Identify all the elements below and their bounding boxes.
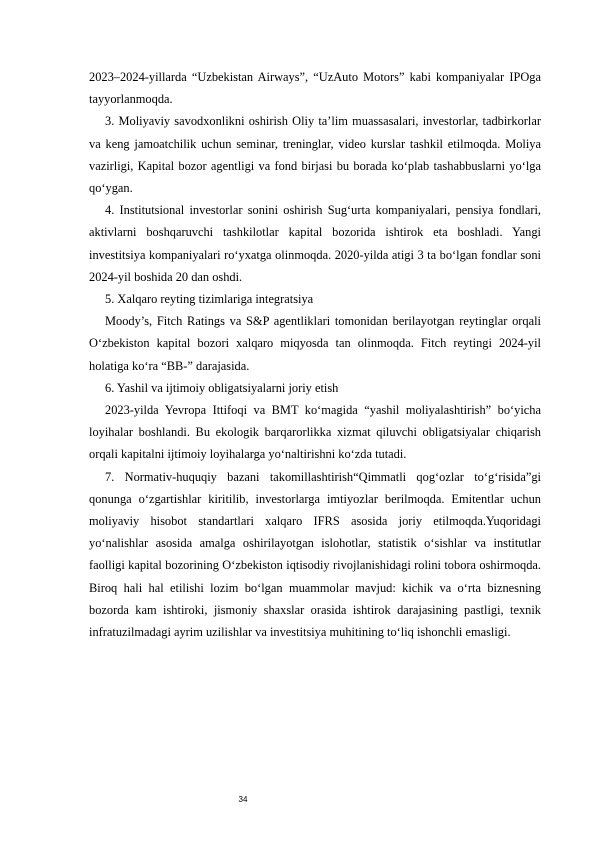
paragraph-institutional-investors: 4. Institutsional investorlar sonini oshirish Sug‘urta kompaniyalari, pensiya fondlari, aktivlarni boshqaruvchi tashkilotlar kapital bozorida ishtirok eta boshladi. Yangi investitsiya kompaniyalari ro‘yxatga olinmoqda. 2020-yilda atigi 3 ta bo‘lgan fondlar soni 2024-yil boshida 20 dan oshdi. — [89, 203, 541, 284]
page-number: 34 — [238, 795, 248, 804]
paragraph-regulatory-framework: 7. Normativ-huquqiy bazani takomillashtirish“Qimmatli qog‘ozlar to‘g‘risida”gi qonunga o‘zgartishlar kiritilib, investorlarga imtiyozlar berilmoqda. Emitentlar uchun moliyaviy hisobot standartlari xalqaro IFRS asosida joriy etilmoqda.Yuqoridagi yo‘nalishlar asosida amalga oshirilayotgan islohotlar, statistik o‘sishlar va institutlar faolligi kapital bozorining O‘zbekiston iqtisodiy rivojlanishidagi rolini tobora oshirmoqda. Biroq hali hal etilishi lozim bo‘lgan muammolar mavjud: kichik va o‘rta biznesning bozorda kam ishtiroki, jismoniy shaxslar orasida ishtirok darajasining pastligi, texnik infratuzilmadagi ayrim uzilishlar va investitsiya muhitining to‘liq ishonchli emasligi. — [89, 469, 541, 640]
paragraph-rating-agencies: Moody’s, Fitch Ratings va S&P agentliklari tomonidan berilayotgan reytinglar orqali O‘zbekiston kapital bozori xalqaro miqyosda tan olinmoqda. Fitch reytingi 2024-yil holatiga ko‘ra “BB-” darajasida. — [89, 314, 541, 373]
heading-green-bonds: 6. Yashil va ijtimoiy obligatsiyalarni joriy etish — [105, 380, 339, 395]
heading-international-ratings: 5. Xalqaro reyting tizimlariga integratsiya — [105, 292, 314, 307]
body-text — [89, 66, 541, 643]
paragraph-financial-literacy: 3. Moliyaviy savodxonlikni oshirish Oliy ta’lim muassasalari, investorlar, tadbirkorlar va keng jamoatchilik uchun seminar, treninglar, video kurslar tashkil etilmoqda. Moliya vazirligi, Kapital bozor agentligi va fond birjasi bu borada ko‘plab tashabbuslarni yo‘lga qo‘ygan. — [89, 114, 541, 196]
paragraph-ipo-preparation: 2023–2024-yillarda “Uzbekistan Airways”, “UzAuto Motors” kabi kompaniyalar IPOga tayyorlanmoqda. — [89, 70, 541, 107]
paragraph-green-financing: 2023-yilda Yevropa Ittifoqi va BMT ko‘magida “yashil moliyalashtirish” bo‘yicha loyihalar boshlandi. Bu ekologik barqarorlikka xizmat qiluvchi obligatsiyalar chiqarish orqali kapitalni ijtimoiy loyihalarga yo‘naltirishni ko‘zda tutadi. — [89, 403, 541, 462]
